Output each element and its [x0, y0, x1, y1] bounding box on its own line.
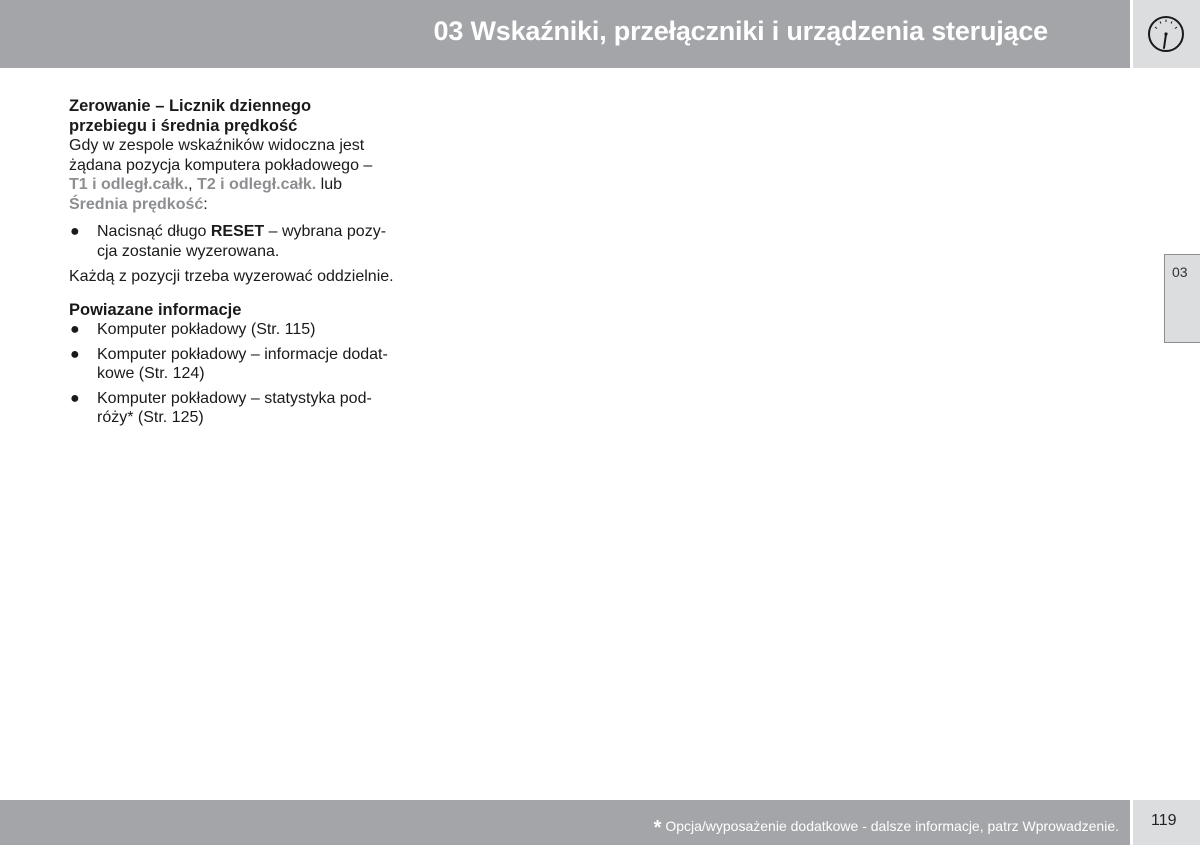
main-content [69, 97, 409, 428]
related-item-line1: Komputer pokładowy – statystyka pod- [97, 389, 372, 407]
related-heading: Powiazane informacje [69, 300, 242, 319]
option-t2: T2 i odległ.całk. [197, 176, 317, 193]
options-separator: , [188, 176, 198, 193]
related-item[interactable] [69, 320, 409, 340]
section-heading-line1: Zerowanie – Licznik dziennego [69, 97, 312, 115]
footer-band [0, 800, 1130, 845]
page-number-box [1133, 800, 1200, 845]
options-line [69, 175, 409, 195]
related-item-line1: Komputer pokładowy (Str. 115) [97, 321, 316, 338]
footnote-star: * [653, 817, 662, 839]
bullet-dot: ● [70, 321, 80, 338]
related-item[interactable] [69, 389, 409, 428]
section-heading-line2: przebiegu i średnia prędkość [69, 116, 298, 135]
reset-step-line2: cja zostanie wyzerowana. [97, 242, 280, 260]
related-item-line1: Komputer pokładowy – informacje dodat- [97, 345, 388, 363]
bullet-dot: ● [70, 345, 80, 363]
option-avg-speed: Średnia prędkość [69, 195, 204, 213]
options-colon: : [203, 195, 208, 213]
bullet-dot: ● [70, 223, 80, 240]
header-icon-box [1133, 0, 1200, 68]
page-title: 03 Wskaźniki, przełączniki i urządzenia sterujące [433, 16, 1048, 46]
related-item[interactable] [69, 345, 409, 384]
option-t1: T1 i odległ.całk. [69, 176, 189, 193]
chapter-tab[interactable] [1164, 254, 1200, 343]
page-number: 119 [1151, 812, 1177, 829]
reset-step-line1 [97, 222, 409, 242]
intro-line1: Gdy w zespole wskaźników widoczna jest [69, 137, 365, 154]
reset-step-prefix: Nacisnąć długo [97, 223, 211, 240]
reset-step [69, 222, 409, 261]
footer-note-text: Opcja/wyposażenie dodatkowe - dalsze informacje, patrz Wprowadzenie. [661, 818, 1119, 834]
gauge-icon [1147, 15, 1185, 53]
footer-note [654, 814, 1119, 837]
related-item-line2: kowe (Str. 124) [97, 365, 205, 382]
related-item-line2: róży* (Str. 125) [97, 409, 204, 426]
intro-line2: żądana pozycja komputera pokładowego – [69, 156, 373, 174]
bullet-dot: ● [70, 389, 80, 407]
reset-key: RESET [210, 223, 265, 240]
options-or: lub [316, 176, 342, 193]
chapter-tab-label: 03 [1172, 264, 1188, 280]
options-line2 [69, 195, 409, 215]
header-band [0, 0, 1130, 68]
reset-note: Każdą z pozycji trzeba wyzerować oddzielnie. [69, 268, 394, 285]
reset-step-suffix: – wybrana pozy- [264, 223, 387, 240]
